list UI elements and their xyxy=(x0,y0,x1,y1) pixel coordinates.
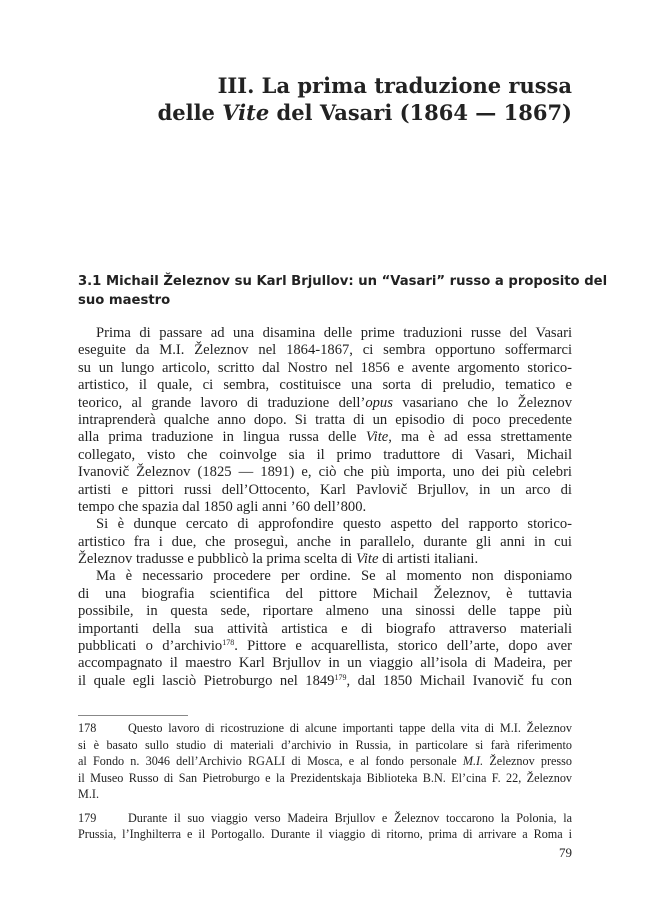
page-number: 79 xyxy=(559,845,572,860)
body-line xyxy=(78,551,572,568)
body-text-span: . Pittore e acquarellista, storico dell’arte, dopo aver xyxy=(234,638,572,655)
footnote-178 xyxy=(78,720,572,803)
footnote-text: Durante il suo viaggio verso Madeira Brjullov e Železnov toccarono la Polonia, la xyxy=(128,810,572,825)
chapter-title-text: del Vasari (1864 — 1867) xyxy=(269,100,572,125)
body-line xyxy=(78,638,572,655)
footnote-179 xyxy=(78,810,572,843)
body-line: artistico fra i due, che proseguì, anche in parallelo, durante gli anni in cui xyxy=(78,533,572,550)
section-heading xyxy=(78,272,608,310)
chapter-title xyxy=(52,72,572,126)
footnote-line xyxy=(78,753,572,770)
body-text-span: teorico, al grande lavoro di traduzione dell’ xyxy=(78,394,366,411)
body-text xyxy=(78,325,572,690)
body-line: collegato, visto che coinvolge sia il primo traduttore di Vasari, Michail xyxy=(78,446,572,463)
body-text-span: di artisti italiani. xyxy=(378,551,479,568)
footnote-line: il Museo Russo di San Pietroburgo e la Prezidentskaja Biblioteka B.N. El’cina F. 22, Železnov xyxy=(78,770,572,785)
body-line: Ma è necessario procedere per ordine. Se al momento non disponiamo xyxy=(96,568,572,585)
section-heading-line-1: 3.1 Michail Železnov su Karl Brjullov: un “Vasari” russo a proposito del xyxy=(78,274,608,289)
footnote-line: Prussia, l’Inghilterra e il Portogallo. Durante il viaggio di ritorno, prima di arrivare a Roma i xyxy=(78,827,572,841)
footnote-line: M.I. xyxy=(78,787,99,801)
body-line: tempo che spazia dal 1850 agli anni ’60 dell’800. xyxy=(78,498,367,515)
body-line: su un lungo articolo, scritto dal Nostro nel 1856 e avente argomento storico- xyxy=(78,359,572,376)
body-text-span: , ma è ad essa strettamente xyxy=(388,429,572,446)
body-text-span: vasariano che lo Železnov xyxy=(392,394,572,411)
footnote-text: Železnov presso xyxy=(483,754,572,768)
footnote-text: al Fondo n. 3046 dell’Archivio RGALI di Mosca, e al fondo personale xyxy=(78,754,463,768)
footnote-line: si è basato sullo studio di materiali d’archivio in Russia, in particolare si farà riferimento xyxy=(78,737,572,752)
body-line xyxy=(78,673,572,690)
body-line: intraprenderà qualche anno dopo. Si tratta di un episodio di poco precedente xyxy=(78,411,572,428)
body-line: possibile, in questa sede, riportare almeno una sinossi delle tappe più xyxy=(78,603,572,620)
body-line: artisti e pittori russi dell’Ottocento, Karl Pavlovič Brjullov, in un arco di xyxy=(78,481,572,498)
footnote-separator xyxy=(78,715,188,716)
chapter-title-line-2 xyxy=(52,99,572,126)
body-line: importanti della sua attività artistica e di biografo attraverso materiali xyxy=(78,620,572,637)
footnote-line xyxy=(78,720,572,737)
footnote-ref[interactable]: 178 xyxy=(222,638,235,648)
body-italic: Vite xyxy=(356,551,379,568)
body-line: Prima di passare ad una disamina delle prime traduzioni russe del Vasari xyxy=(96,325,572,341)
body-text-span: Železnov tradusse e pubblicò la prima scelta di xyxy=(78,551,356,568)
footnote-number: 179 xyxy=(78,810,97,825)
chapter-title-text: delle xyxy=(157,100,223,125)
body-line: eseguite da M.I. Železnov nel 1864-1867, ci sembra opportuno soffermarci xyxy=(78,342,572,359)
footnotes xyxy=(78,720,572,850)
footnote-line xyxy=(78,810,572,827)
footnote-number: 178 xyxy=(78,721,97,735)
body-line xyxy=(78,395,572,412)
section-heading-line-2: suo maestro xyxy=(78,293,171,308)
chapter-title-line-1: III. La prima traduzione russa xyxy=(217,73,572,98)
body-italic: opus xyxy=(365,394,393,411)
body-text-span: alla prima traduzione in lingua russa delle xyxy=(78,429,366,446)
body-line: Si è dunque cercato di approfondire questo aspetto del rapporto storico- xyxy=(96,516,572,533)
footnote-text: Questo lavoro di ricostruzione di alcune importanti tappe della vita di M.I. Železnov xyxy=(128,721,572,735)
footnote-italic: M.I. xyxy=(462,754,484,768)
body-italic: Vite xyxy=(365,429,389,446)
chapter-title-italic: Vite xyxy=(222,100,270,125)
body-line xyxy=(78,429,572,446)
body-line: artistico, il quale, ci sembra, costituisce una sorta di preludio, tematico e xyxy=(78,377,572,394)
body-line: di una biografia scientifica del pittore Michail Železnov, è tuttavia xyxy=(78,585,572,602)
body-line: Ivanovič Železnov (1825 — 1891) e, ciò che più importa, uno dei più celebri xyxy=(78,464,572,481)
body-text-span: , dal 1850 Michail Ivanovič fu con xyxy=(346,672,573,689)
body-line: accompagnato il maestro Karl Brjullov in un viaggio all’isola di Madeira, per xyxy=(78,655,572,672)
body-text-span: pubblicati o d’archivio xyxy=(78,638,223,655)
footnote-ref[interactable]: 179 xyxy=(334,672,347,682)
body-text-span: il quale egli lasciò Pietroburgo nel 1849 xyxy=(78,672,335,689)
